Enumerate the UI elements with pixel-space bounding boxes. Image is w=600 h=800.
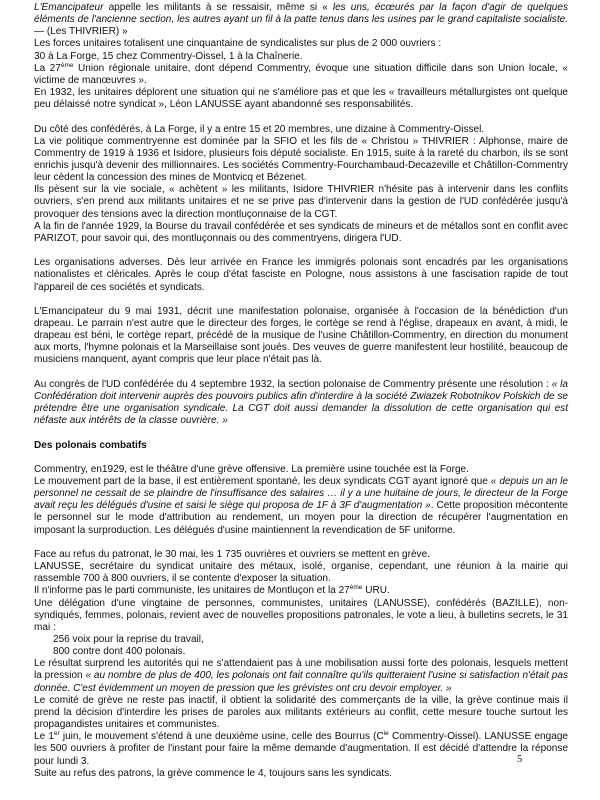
paragraph-delegation: Une délégation d'une vingtaine de personnes, communistes, unitaires (LANUSSE), confédérés (BAZILLE), non-syndiqués, femmes, polonais, revient avec de nouvelles propositions patronales, le vote a lieu, à bulletins secrets, le 31 mai : [34,597,568,633]
paragraph-gap [34,111,568,123]
quote: « depuis un an le personnel ne cessait de se plaindre de l'insuffisance des salaires … il y a une huitaine de jours, le directeur de la Forge avait reçu les délégués d'usine et saisi le siège qui proposa de 1F à 3F d'augmentation » [34,476,568,512]
paragraph-union-regionale: La 27ème Union régionale unitaire, dont dépend Commentry, évoque une situation difficile dans son Union locale, « victime de manœuvres ». [34,61,568,86]
vote-result-item: 256 voix pour la reprise du travail, [53,634,204,646]
paragraph-vie-sociale: Ils pèsent sur la vie sociale, « achètent » les militants, Isidore THIVRIER n'hésite pas à intervenir dans les conflits ouvriers, s'en prend aux militants unitaires et ne se prive pas d'intervenir dans la gestion de l'UD confédérée jusqu'à provoquer des tensions avec la direction montluçonnaise de la CGT. [34,184,568,220]
paragraph-forces-unitaires: Les forces unitaires totalisent une cinquantaine de syndicalistes sur plus de 2 000 ouvriers : [34,38,442,50]
paragraph-mouvement: Le mouvement part de la base, il est entièrement spontané, les deux syndicats CGT ayant ignoré que « depuis un an le personnel ne cessait de se plaindre de l'insuffisance des salaires … il y a une huitaine de jours, le directeur de la Forge avait reçu les délégués d'usine et saisi le siège qui proposa de 1F à 3F d'augmentation ». Cette proposition mécontente le personnel sur le mode d'attribution au rendement, un moyen pour la direction de récupérer l'augmentation en imposant la surproduction. Les délégués d'usine maintiennent la revendication de 5F uniforme. [34,476,568,536]
paragraph-breakdown: 30 à La Forge, 15 chez Commentry-Oissel, 1 à la Chaînerie. [34,50,303,62]
paragraph-1932: En 1932, les unitaires déplorent une situation qui ne s'améliore pas et que les « travailleurs métallurgistes ont quelque peu délaissé notre syndicat », Léon LANUSSE ayant abandonné ses responsabilités. [34,87,568,111]
paragraph-informe: Il n'informe pas le parti communiste, les unitaires de Montluçon et la 27ème URU. [34,584,390,597]
paragraph-vie-politique: La vie politique commentryenne est dominée par la SFIO et les fils de « Christou » THIVRIER : Alphonse, maire de Commentry de 1919 à 1936 et Isidore, plusieurs fois député socialiste. En 1915, suite à la rareté du charbon, ils se sont enrichis jusqu'à devenir des millionnaires. Les sociétés Commentry-Fourchambaud-Decazeville et Châtillon-Commentry leur cèdent la concession des mines de Montvicq et Bézenet. [34,135,568,184]
paragraph-lanusse: LANUSSE, secrétaire du syndicat unitaire des métaux, isolé, organise, cependant, une réunion à la mairie qui rassemble 700 à 800 ouvriers, il se contente d'exposer la situation. [34,561,568,585]
paragraph-gap [34,367,568,379]
paragraph-manifestation-polonaise: L'Emancipateur du 9 mai 1931, décrit une manifestation polonaise, organisée à l'occasion de la bénédiction d'un drapeau. Le parrain n'est autre que le directeur des forges, le cortège se rend à l'église, drapeaux en avant, à midi, le drapeau est béni, le cortège repart, précédé de la musique de l'usine Châtillon-Commentry, en direction du monument aux morts, l'hymne polonais et la Marseillaise sont joués. Des veuves de guerre manifestent leur hostilité, beaucoup de musiciens manquent, ayant compris que leur place n'était pas là. [34,305,568,366]
quote: les uns, écœurés par la façon d'agir de quelques éléments de l'ancienne section, les autres ayant un fil à la patte tenus dans les usines par le grand capitaliste socialiste. [34,2,568,26]
paragraph-gap [34,245,568,257]
paragraph-gap [34,537,568,549]
paragraph-resultat: Le résultat surprend les autorités qui ne s'attendaient pas à une mobilisation aussi forte des polonais, lesquels mettent la pression « au nombre de plus de 400, les polonais ont fait connaître qu'ils quitteraient l'usine si satisfaction n'était pas donnée. C'est évidemment un moyen de pression que les grévistes ont cru devoir employer. » [34,658,568,694]
paragraph-organisations-adverses: Les organisations adverses. Dès leur arrivée en France les immigrés polonais sont encadrés par les organisations nationalistes et cléricales. Après le coup d'état fasciste en Pologne, nous assistons à une fascisation rapide de tout l'appareil de ces sociétés et syndicats. [34,257,568,293]
publication-title: L'Emancipateur [34,2,104,13]
paragraph-congres-ud: Au congrès de l'UD confédérée du 4 septembre 1932, la section polonaise de Commentry présente une résolution : « la Confédération doit intervenir auprès des pouvoirs publics afin d'interdire à la société Zwiazek Robotnikov Polskich de se prétendre être une organisation syndicale. La CGT doit aussi demander la dissolution de cette organisation qui est néfaste aux intérêts de la classe ouvrière. » [34,378,568,427]
paragraph-comite-greve: Le comité de grève ne reste pas inactif, il obtient la solidarité des commerçants de la ville, la grève continue mais il prend la décision d'interdire les prises de paroles aux militants extérieurs au conflit, cette mesure touche surtout les propagandistes unitaires et communistes. [34,694,568,731]
quote: « au nombre de plus de 400, les polonais ont fait connaître qu'ils quitteraient l'usine si satisfaction n'était pas donnée. C'est évidemment un moyen de pression que les grévistes ont cru devoir employer. » [34,670,568,694]
paragraph-gap [34,452,568,464]
quote: « la Confédération doit intervenir auprès des pouvoirs publics afin d'interdire à la société Zwiazek Robotnikov Polskich de se prétendre être une organisation syndicale. La CGT doit aussi demander la dissolution de cette organisation qui est néfaste aux intérêts de la classe ouvrière. » [34,378,568,427]
paragraph-refus-patronat: Face au refus du patronat, le 30 mai, les 1 735 ouvrières et ouvriers se mettent en grève. [34,548,430,560]
paragraph-bourse-travail: A la fin de l'année 1929, la Bourse du travail confédérée et ses syndicats de mineurs et de métallos sont en conflit avec PARIZOT, pour savoir qui, des montluçonnais ou des commentryens, dirigera l'UD. [34,220,568,244]
paragraph-greve-1929: Commentry, en1929, est le théâtre d'une grève offensive. La première usine touchée est la Forge. [34,463,469,475]
paragraph-gap [34,294,568,306]
paragraph-gap [34,427,568,439]
document-page [34,2,568,780]
paragraph-confederes: Du côté des confédérés, à La Forge, il y a entre 15 et 20 membres, une dizaine à Commentry-Oissel. [34,123,485,135]
paragraph-emancipateur-appeal: L'Emancipateur appelle les militants à se ressaisir, même si « les uns, écœurés par la façon d'agir de quelques éléments de l'ancienne section, les autres ayant un fil à la patte tenus dans les usines par le grand capitaliste socialiste. — (Les THIVRIER) » [34,2,568,38]
paragraph-1er-juin: Le 1er juin, le mouvement s'étend à une deuxième usine, celle des Bourrus ($C^{ie}$ Commentry-Oissel). LANUSSE engage les 500 ouvriers à profiter de l'instant pour faire la même demande d'augmentation. Il est décidé d'attendre la réponse pour lundi 3. [34,730,568,767]
section-heading: Des polonais combatifs [34,439,147,451]
paragraph-suite-refus: Suite au refus des patrons, la grève commence le 4, toujours sans les syndicats. [34,767,392,779]
vote-result-item: 800 contre dont 400 polonais. [53,646,186,658]
page-number: 5 [517,754,523,765]
